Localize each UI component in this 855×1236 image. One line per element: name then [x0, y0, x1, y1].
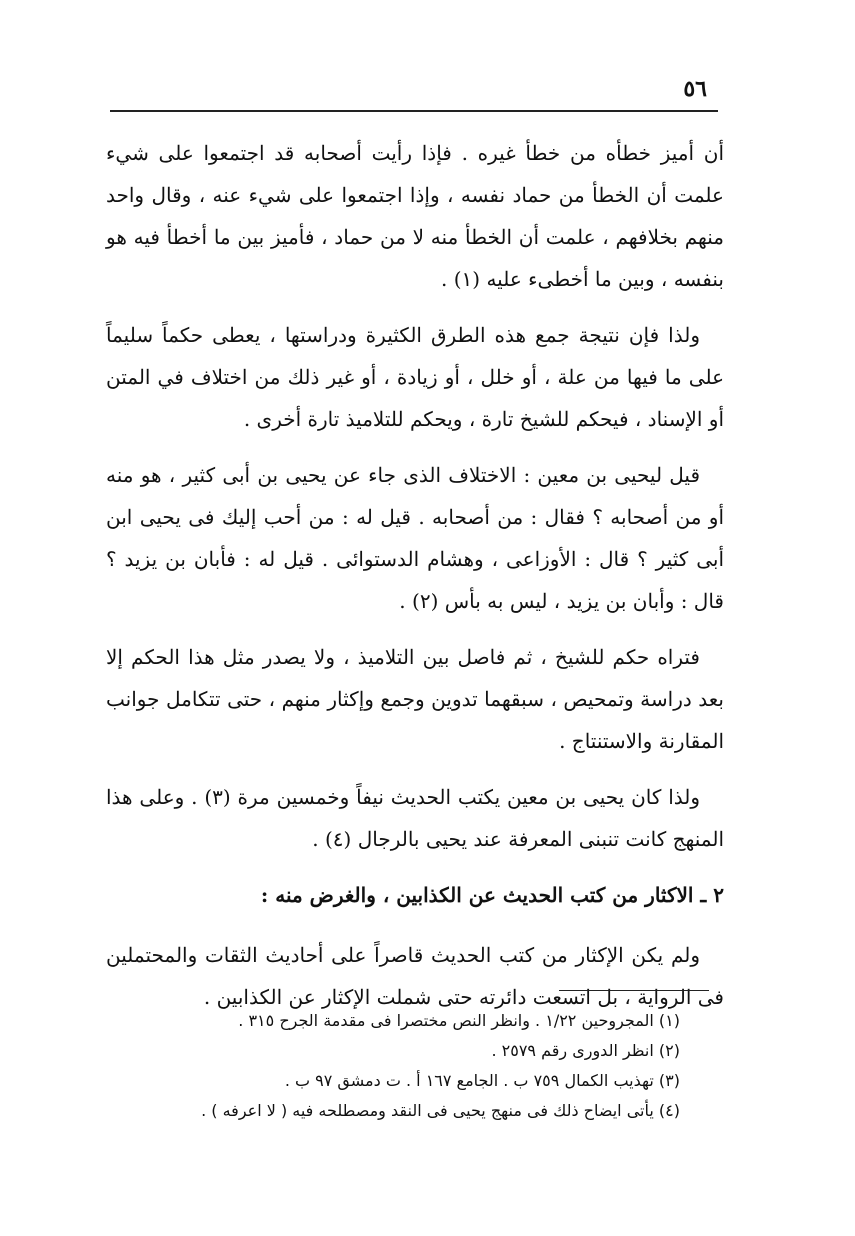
footnote-rule [559, 990, 709, 991]
paragraph: ولذا فإن نتيجة جمع هذه الطرق الكثيرة ودراستها ، يعطى حكماً سليماً على ما فيها من علة ، أو خلل ، أو زيادة ، أو غير ذلك من اختلاف في المتن أو الإسناد ، فيحكم للشيخ تارة ، ويحكم للتلاميذ تارة أخرى . [106, 323, 725, 431]
footnotes [100, 1006, 680, 1126]
page-number: ٥٦ [683, 76, 707, 102]
main-text [106, 132, 724, 1032]
paragraph: فتراه حكم للشيخ ، ثم فاصل بين التلاميذ ، ولا يصدر مثل هذا الحكم إلا بعد دراسة وتمحيص ، سبقهما تدوين وجمع وإكثار منهم ، حتى تتكامل جوانب المقارنة والاستنتاج . [106, 645, 724, 753]
paragraph: قيل ليحيى بن معين : الاختلاف الذى جاء عن يحيى بن أبى كثير ، هو منه أو من أصحابه ؟ فقال : من أصحابه . قيل له : من أحب إليك فى يحيى ابن أبى كثير ؟ قال : الأوزاعى ، وهشام الدستوائى . قيل له : فأبان بن يزيد ؟ قال : وأبان بن يزيد ، ليس به بأس (٢) . [106, 463, 724, 613]
header-rule [110, 110, 718, 112]
footnote: (٤) يأتى ايضاح ذلك فى منهج يحيى فى النقد ومصطلحه فيه ( لا اعرفه ) . [201, 1101, 680, 1120]
paragraph: ولم يكن الإكثار من كتب الحديث قاصراً على أحاديث الثقات والمحتملين فى الرواية ، بل اتسعت دائرته حتى شملت الإكثار عن الكذابين . [106, 943, 724, 1009]
footnote: (٣) تهذيب الكمال ٧٥٩ ب . الجامع ١٦٧ أ . ت دمشق ٩٧ ب . [284, 1071, 680, 1090]
footnote: (١) المجروحين ١/٢٢ . وانظر النص مختصرا فى مقدمة الجرح ٣١٥ . [238, 1011, 680, 1030]
paragraph: ولذا كان يحيى بن معين يكتب الحديث نيفاً وخمسين مرة (٣) . وعلى هذا المنهج كانت تنبنى المعرفة عند يحيى بالرجال (٤) . [106, 785, 724, 851]
footnote: (٢) انظر الدورى رقم ٢٥٧٩ . [491, 1041, 680, 1060]
section-heading: ٢ ـ الاكثار من كتب الحديث عن الكذابين ، والغرض منه : [260, 883, 724, 907]
paragraph: أن أميز خطأه من خطأ غيره . فإذا رأيت أصحابه قد اجتمعوا على شيء علمت أن الخطأ من حماد نفسه ، وإذا اجتمعوا على شيء عنه ، وقال واحد منهم بخلافهم ، علمت أن الخطأ منه لا من حماد ، فأميز بين ما أخطأ فيه هو بنفسه ، وبين ما أخطىء عليه (١) . [106, 141, 724, 291]
